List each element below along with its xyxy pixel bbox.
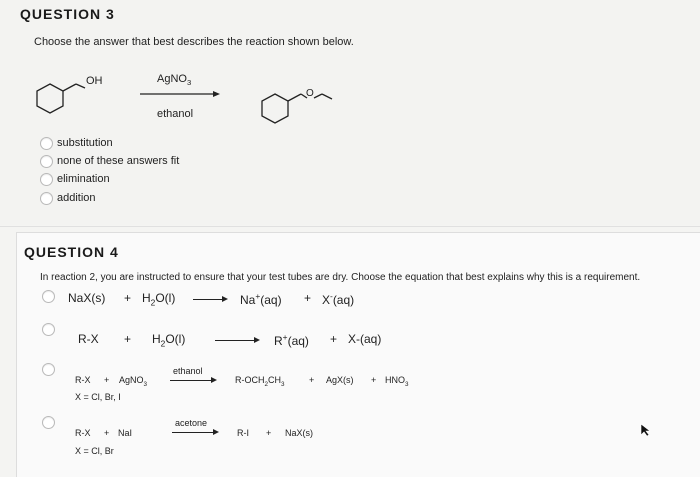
q4-option-2-plus-2: + [330,332,338,346]
q4-option-4-product-2: NaX(s) [285,428,314,438]
reactant-ring [37,84,63,113]
q4-option-3-reagent: AgNO$_3$ [119,375,148,388]
q3-option-4-label[interactable]: addition [57,192,96,204]
q4-option-1-arrow-head [222,296,228,302]
q4-option-4-arrow-head [213,429,219,435]
q4-option-2-arrow [215,340,255,341]
q4-option-3-arrow-head [211,377,217,383]
question-3-prompt: Choose the answer that best describes the reaction shown below. [34,36,354,48]
q3-option-2-radio[interactable] [40,155,53,168]
q4-option-4-plus-1: + [104,428,110,438]
q4-option-3-product-3: $HNO_3$ [385,375,409,388]
product-o-label: O [306,88,314,99]
q4-option-4-plus-2: + [266,428,272,438]
q4-option-2-water: $H_2O(l)$ [152,332,186,349]
q4-option-2-plus-1: + [124,332,132,346]
reactant-bond-2 [76,84,85,88]
q4-option-2-radio[interactable] [42,323,55,336]
q4-option-1-product-2: X-(aq) [322,291,355,307]
q4-option-4-arrow [172,432,214,433]
product-bond-3 [314,94,322,98]
reaction-arrow-head [213,91,220,97]
question-4-prompt: In reaction 2, you are instructed to ensure that your test tubes are dry. Choose the equation that best explains why this is a requirement. [40,272,641,283]
reactant-oh-label: OH [86,75,103,87]
q4-option-1-plus-2: + [304,291,312,305]
q4-option-3-note: X = Cl, Br, I [75,392,121,402]
q4-option-3-plus-1: + [104,375,110,385]
question-divider [0,226,700,227]
q4-option-2-product-2: X-(aq) [348,332,382,346]
q4-option-1-product-1: Na+(aq) [240,291,282,307]
reagent-label: AgNO$_3$ [157,73,192,88]
reactant-bond-1 [63,84,76,91]
q4-option-4-above-arrow: acetone [175,418,208,428]
question-4-heading: QUESTION 4 [24,244,119,260]
solvent-label: ethanol [157,108,194,120]
q4-option-3-radio[interactable] [42,363,55,376]
q4-option-1-plus-1: + [124,291,132,305]
q4-option-4-note: X = Cl, Br [75,446,114,456]
q3-option-1-label[interactable]: substitution [57,137,113,149]
q4-option-3-plus-2: + [309,375,315,385]
q4-option-3-plus-3: + [371,375,377,385]
product-ring [262,94,288,123]
q3-option-4-radio[interactable] [40,192,53,205]
q4-option-2-reactant: R-X [78,332,99,346]
q4-option-4-product-1: R-I [237,428,249,438]
q4-option-3-arrow [170,380,212,381]
q3-option-3-radio[interactable] [40,173,53,186]
q4-option-1-radio[interactable] [42,290,55,303]
q4-option-4-reagent: NaI [118,428,133,438]
question-4-panel [16,232,700,477]
q3-option-1-radio[interactable] [40,137,53,150]
q4-option-3-reactant: R-X [75,375,91,385]
q3-option-2-label[interactable]: none of these answers fit [57,155,180,167]
q4-option-2-product-1: R+(aq) [274,332,309,348]
q4-option-2-arrow-head [254,337,260,343]
q4-option-3-product-1: $R-OCH_2CH_3$ [235,375,285,388]
question-3-heading: QUESTION 3 [20,6,115,22]
product-bond-4 [322,94,332,99]
q4-option-3-product-2: AgX(s) [326,375,354,385]
mouse-cursor-icon [640,423,650,437]
q4-option-1-arrow [193,299,223,300]
q4-option-1-water: $H_2O(l)$ [142,291,176,308]
product-bond-1 [288,94,301,101]
q3-option-3-label[interactable]: elimination [57,173,110,185]
q4-option-4-radio[interactable] [42,416,55,429]
q4-option-4-reactant: R-X [75,428,91,438]
q4-option-1-reactant: NaX(s) [68,291,106,305]
q4-option-3-above-arrow: ethanol [173,366,203,376]
